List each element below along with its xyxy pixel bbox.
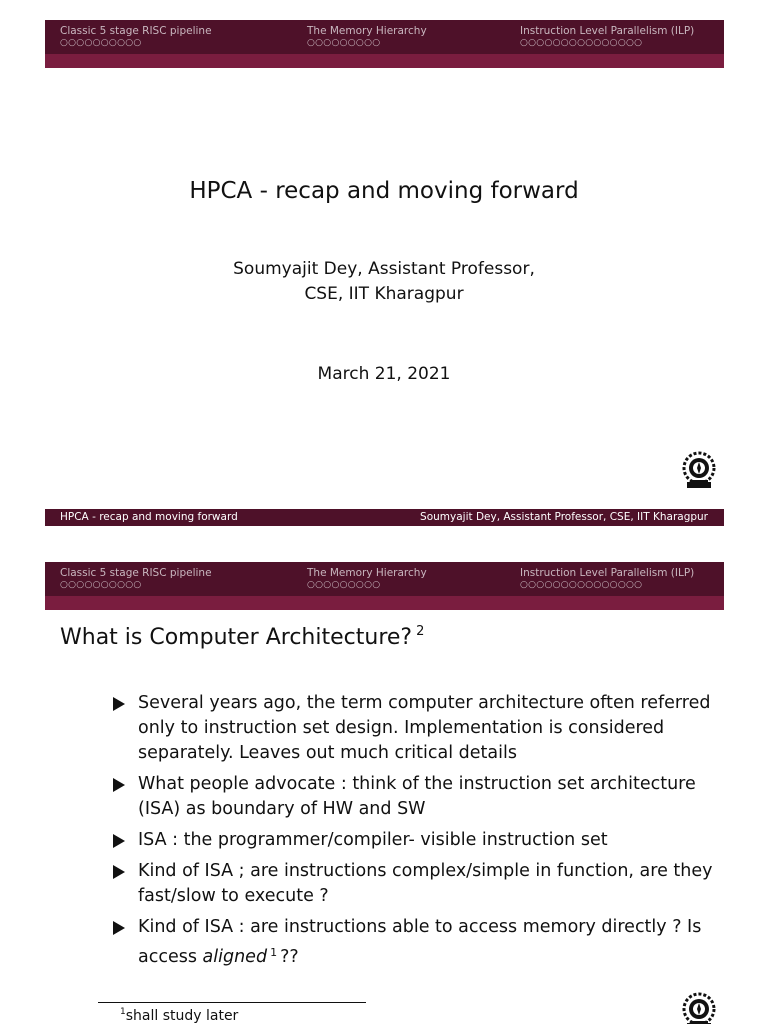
nav-section-label: Classic 5 stage RISC pipeline	[60, 25, 212, 37]
nav-section-ilp[interactable]	[520, 25, 694, 48]
nav-section-risc-pipeline[interactable]	[60, 567, 212, 590]
nav-section-dots: ○○○○○○○○○○	[60, 38, 142, 48]
slide2-title	[60, 624, 424, 650]
list-item	[113, 859, 713, 909]
nav-section-risc-pipeline[interactable]	[60, 25, 212, 48]
bullet-text: Kind of ISA ; are instructions complex/simple in function, are they fast/slow to execute ?	[138, 861, 713, 906]
bullet-text: What people advocate : think of the instruction set architecture (ISA) as boundary of HW and SW	[138, 774, 696, 819]
iit-kharagpur-emblem-icon	[678, 449, 720, 491]
list-item	[113, 691, 713, 766]
nav-section-dots: ○○○○○○○○○	[307, 580, 381, 590]
navbar-strip	[45, 596, 724, 610]
bullet-text-before: Kind of ISA : are instructions able to access memory directly ? Is access	[138, 917, 702, 967]
nav-section-label: Classic 5 stage RISC pipeline	[60, 567, 212, 579]
nav-section-label: Instruction Level Parallelism (ILP)	[520, 25, 695, 37]
bullet-emphasis: aligned	[202, 947, 268, 967]
slide1-author	[0, 257, 768, 307]
nav-section-dots: ○○○○○○○○○	[307, 38, 381, 48]
iit-kharagpur-emblem-icon	[678, 990, 720, 1024]
list-item	[113, 915, 713, 970]
bullet-triangle-icon	[113, 697, 125, 711]
nav-section-label: The Memory Hierarchy	[307, 567, 427, 579]
slide-footer	[45, 509, 724, 526]
navbar-sections	[45, 20, 724, 54]
navbar-sections	[45, 562, 724, 596]
author-line-2: CSE, IIT Kharagpur	[304, 284, 464, 304]
navbar-top	[45, 20, 724, 68]
nav-section-dots: ○○○○○○○○○○○○○○○	[520, 38, 643, 48]
bullet-triangle-icon	[113, 834, 125, 848]
nav-section-label: Instruction Level Parallelism (ILP)	[520, 567, 695, 579]
bullet-list	[113, 691, 713, 976]
footnote	[120, 1007, 238, 1024]
nav-section-ilp[interactable]	[520, 567, 694, 590]
nav-section-label: The Memory Hierarchy	[307, 25, 427, 37]
nav-section-memory-hierarchy[interactable]	[307, 567, 427, 590]
author-line-1: Soumyajit Dey, Assistant Professor,	[233, 259, 535, 279]
footer-title: HPCA - recap and moving forward	[60, 511, 238, 523]
navbar-slide2	[45, 562, 724, 610]
nav-section-dots: ○○○○○○○○○○	[60, 580, 142, 590]
list-item	[113, 828, 713, 853]
footnote-text: shall study later	[125, 1008, 239, 1024]
slide1-date: March 21, 2021	[317, 364, 451, 384]
footnote-ref: 1	[270, 946, 278, 959]
footnote-mark: 1	[120, 1007, 126, 1017]
nav-section-dots: ○○○○○○○○○○○○○○○	[520, 580, 643, 590]
navbar-strip	[45, 54, 724, 68]
bullet-text-after: ??	[280, 947, 299, 967]
bullet-triangle-icon	[113, 865, 125, 879]
slide2-title-text: What is Computer Architecture?	[60, 625, 413, 650]
bullet-triangle-icon	[113, 921, 125, 935]
bullet-text: Several years ago, the term computer architecture often referred only to instruction set design. Implementation is considered separately. Leaves out much critical details	[138, 693, 711, 763]
list-item	[113, 772, 713, 822]
bullet-text: ISA : the programmer/compiler- visible instruction set	[138, 830, 608, 850]
slide1-title: HPCA - recap and moving forward	[189, 178, 579, 204]
title-footnote-mark: 2	[416, 624, 425, 639]
footer-author: Soumyajit Dey, Assistant Professor, CSE, IIT Kharagpur	[420, 511, 708, 523]
bullet-triangle-icon	[113, 778, 125, 792]
footnote-rule	[98, 1002, 366, 1003]
nav-section-memory-hierarchy[interactable]	[307, 25, 427, 48]
